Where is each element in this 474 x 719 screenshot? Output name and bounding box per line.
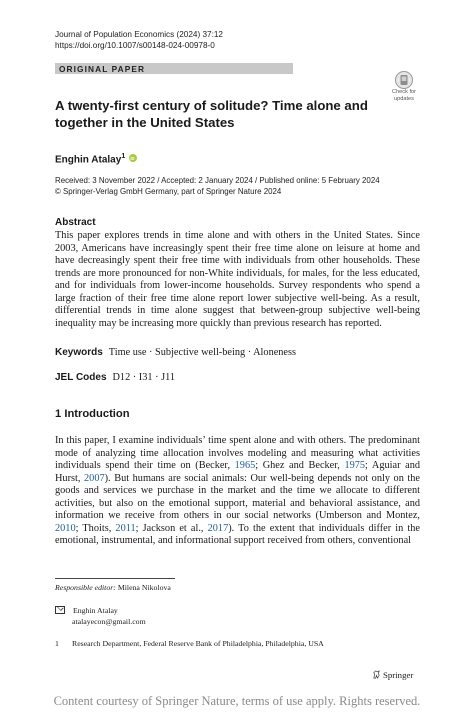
introduction-text xyxy=(55,435,420,548)
abstract-heading: Abstract xyxy=(55,217,96,228)
author-line xyxy=(55,151,137,166)
journal-name-volume: Journal of Population Economics (2024) 37:12 xyxy=(55,30,223,39)
springer-horse-icon xyxy=(372,670,381,679)
journal-citation xyxy=(55,30,223,51)
footnote-divider xyxy=(55,578,175,579)
keywords-line xyxy=(55,347,296,358)
citation-link[interactable]: 1975 xyxy=(344,460,366,472)
received-accepted-published: Received: 3 November 2022 / Accepted: 2 January 2024 / Published online: 5 February 2024 xyxy=(55,176,380,185)
abstract-text: This paper explores trends in time alone and with others in the United States. Since 2003, Americans have increasingly spent their free time alone on leisure at home and have decreasingly spent their free time with individuals from other households. These trends are more pronounced for non-White individuals, for males, for the less educated, and for individuals from lower-income households. Survey respondents who spend a large fraction of their free time alone report lower subjective well-being. As a result, differential trends in time alone suggest that between-group subjective well-being inequality may be increasing more quickly than previous research has reported. xyxy=(55,230,420,329)
affiliation-number: 1 xyxy=(55,639,59,648)
affiliation-mark: 1 xyxy=(121,153,126,160)
affiliation-text: Research Department, Federal Reserve Bank of Philadelphia, Philadelphia, USA xyxy=(72,639,324,648)
jel-label: JEL Codes xyxy=(55,372,107,383)
envelope-icon xyxy=(55,606,65,614)
citation-link[interactable]: 1965 xyxy=(234,460,256,472)
citation-link[interactable]: 2011 xyxy=(115,522,136,534)
responsible-editor xyxy=(55,583,171,592)
jel-codes-line xyxy=(55,372,175,383)
doi-link[interactable]: https://doi.org/10.1007/s00148-024-00978-0 xyxy=(55,40,215,50)
citation-link[interactable]: 2010 xyxy=(55,522,76,534)
intro-text-segment: ; Jackson et al., xyxy=(135,522,208,534)
intro-text-segment: ). But humans are social animals: Our well-being depends not only on the goods and services we purchase in the market and the time we allocate to different activities, but also on the emotional support, material and behavioral assistance, and information we receive from others in our social networks (Umberson and Montez, xyxy=(55,472,421,522)
intro-text-segment: ; Aguiar and Hurst, xyxy=(55,460,420,484)
citation-link[interactable]: 2017 xyxy=(207,522,229,534)
keywords-label: Keywords xyxy=(55,347,103,358)
check-updates-icon xyxy=(388,70,420,90)
keywords-list: Time use · Subjective well-being · Aloneness xyxy=(108,347,297,358)
affiliation-footnote xyxy=(55,639,324,649)
publication-dates xyxy=(55,176,380,197)
courtesy-notice: Content courtesy of Springer Nature, terms of use apply. Rights reserved. xyxy=(53,694,421,708)
orcid-icon[interactable] xyxy=(129,154,137,162)
intro-text-segment: ). To the extent that individuals differ in the emotional, instrumental, and informational support received from others, conventional xyxy=(55,522,420,547)
jel-codes-list: D12 · I31 · J11 xyxy=(112,372,176,383)
editor-label: Responsible editor: xyxy=(55,583,116,592)
contact-email[interactable]: atalayecon@gmail.com xyxy=(72,617,146,626)
copyright-line: © Springer-Verlag GmbH Germany, part of Springer Nature 2024 xyxy=(55,186,282,196)
contact-name: Enghin Atalay xyxy=(73,606,118,615)
article-title: A twenty-first century of solitude? Time alone and together in the United States xyxy=(55,98,368,130)
author-name[interactable]: Enghin Atalay xyxy=(55,154,122,166)
citation-link[interactable]: 2007 xyxy=(84,472,105,484)
section-heading: 1 Introduction xyxy=(55,408,130,420)
intro-text-segment: ; Thoits, xyxy=(75,522,116,534)
intro-text-segment: ; Ghez and Becker, xyxy=(255,460,345,472)
publisher-name: Springer xyxy=(383,670,414,680)
editor-name: Milena Nikolova xyxy=(117,583,171,592)
corresponding-author xyxy=(55,605,146,627)
paper-type-label: ORIGINAL PAPER xyxy=(59,64,146,74)
check-badge-label: Check for updates xyxy=(392,89,416,102)
springer-logo xyxy=(372,670,413,681)
intro-text-segment: In this paper, I examine individuals’ time spent alone and with others. The predominant mode of analyzing time allocation involves modeling and measuring what activities individuals spend their time on (Becker, xyxy=(55,435,420,472)
